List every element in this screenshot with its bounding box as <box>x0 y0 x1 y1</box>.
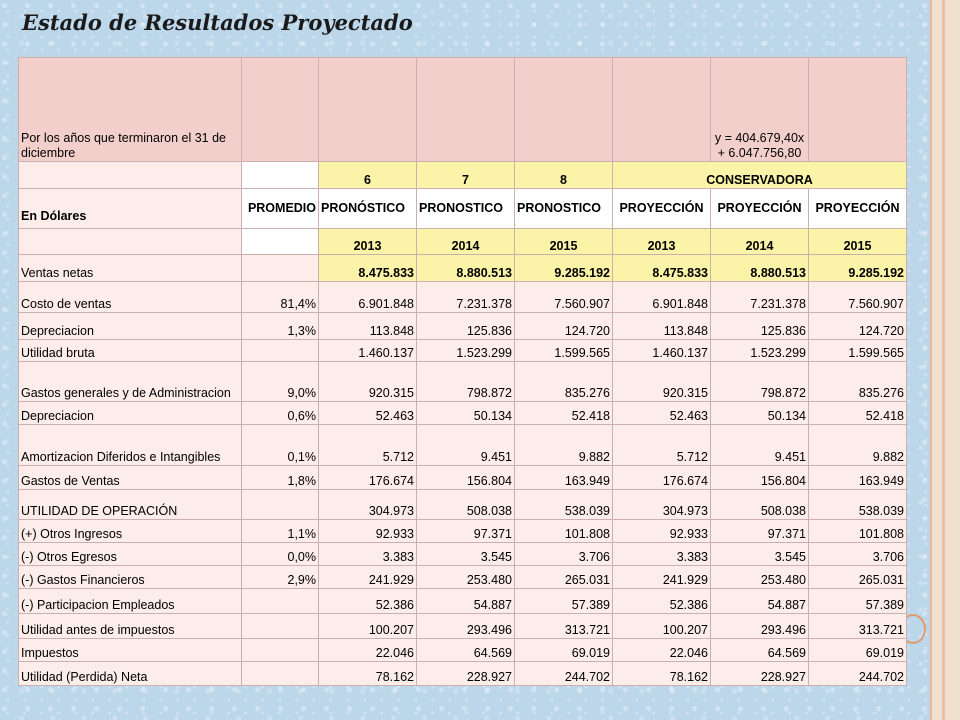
row-value: 124.720 <box>515 313 613 340</box>
row-value: 9.451 <box>711 425 809 466</box>
row-percent <box>242 255 319 282</box>
period-label: Por los años que terminaron el 31 de diciembre <box>19 58 242 162</box>
table-row <box>19 490 907 520</box>
year-label: 2014 <box>417 229 515 255</box>
row-value: 1.523.299 <box>711 340 809 362</box>
row-value: 57.389 <box>809 589 907 614</box>
table-row <box>19 425 907 466</box>
empty-cell <box>809 58 907 162</box>
method-label: PROYECCIÓN <box>809 189 907 229</box>
row-value: 304.973 <box>613 490 711 520</box>
row-value: 6.901.848 <box>613 282 711 313</box>
row-value: 304.973 <box>319 490 417 520</box>
row-label: (-) Gastos Financieros <box>19 566 242 589</box>
header-row-years <box>19 229 907 255</box>
row-label: Utilidad (Perdida) Neta <box>19 662 242 686</box>
row-percent <box>242 614 319 639</box>
row-value: 228.927 <box>417 662 515 686</box>
table-row <box>19 520 907 543</box>
row-value: 100.207 <box>319 614 417 639</box>
method-label: PROYECCIÓN <box>613 189 711 229</box>
row-value: 798.872 <box>711 362 809 402</box>
year-label: 2013 <box>319 229 417 255</box>
row-value: 241.929 <box>319 566 417 589</box>
row-value: 293.496 <box>711 614 809 639</box>
row-value: 244.702 <box>809 662 907 686</box>
row-value: 9.285.192 <box>515 255 613 282</box>
row-value: 54.887 <box>417 589 515 614</box>
row-value: 8.475.833 <box>613 255 711 282</box>
row-value: 9.882 <box>809 425 907 466</box>
row-value: 293.496 <box>417 614 515 639</box>
table-row <box>19 255 907 282</box>
row-value: 101.808 <box>809 520 907 543</box>
row-value: 163.949 <box>515 466 613 490</box>
row-value: 313.721 <box>515 614 613 639</box>
row-value: 9.882 <box>515 425 613 466</box>
row-value: 50.134 <box>711 402 809 425</box>
row-value: 9.285.192 <box>809 255 907 282</box>
currency-label: En Dólares <box>19 189 242 229</box>
row-value: 1.599.565 <box>809 340 907 362</box>
row-value: 9.451 <box>417 425 515 466</box>
year-label: 2015 <box>809 229 907 255</box>
row-value: 113.848 <box>613 313 711 340</box>
row-percent: 81,4% <box>242 282 319 313</box>
row-value: 101.808 <box>515 520 613 543</box>
row-label: Impuestos <box>19 639 242 662</box>
row-value: 100.207 <box>613 614 711 639</box>
row-value: 78.162 <box>613 662 711 686</box>
row-value: 538.039 <box>809 490 907 520</box>
row-percent <box>242 639 319 662</box>
method-label: PROMEDIO <box>242 189 319 229</box>
row-value: 97.371 <box>417 520 515 543</box>
trend-equation: y = 404.679,40x + 6.047.756,80 <box>711 58 809 162</box>
row-value: 163.949 <box>809 466 907 490</box>
row-value: 253.480 <box>711 566 809 589</box>
method-label: PRONOSTICO <box>515 189 613 229</box>
row-value: 69.019 <box>809 639 907 662</box>
row-value: 798.872 <box>417 362 515 402</box>
row-value: 156.804 <box>417 466 515 490</box>
row-value: 124.720 <box>809 313 907 340</box>
row-percent: 2,9% <box>242 566 319 589</box>
header-row-period <box>19 58 907 162</box>
row-value: 5.712 <box>613 425 711 466</box>
index-number: 7 <box>417 162 515 189</box>
row-percent <box>242 340 319 362</box>
row-value: 835.276 <box>515 362 613 402</box>
row-label: UTILIDAD DE OPERACIÓN <box>19 490 242 520</box>
row-percent: 0,6% <box>242 402 319 425</box>
row-value: 97.371 <box>711 520 809 543</box>
year-label: 2013 <box>613 229 711 255</box>
empty-cell <box>19 229 242 255</box>
row-value: 69.019 <box>515 639 613 662</box>
row-value: 241.929 <box>613 566 711 589</box>
row-value: 7.231.378 <box>417 282 515 313</box>
table-row <box>19 282 907 313</box>
row-percent: 9,0% <box>242 362 319 402</box>
row-value: 52.463 <box>613 402 711 425</box>
row-value: 3.545 <box>417 543 515 566</box>
row-value: 1.523.299 <box>417 340 515 362</box>
row-value: 1.460.137 <box>613 340 711 362</box>
table-row <box>19 362 907 402</box>
row-value: 52.386 <box>319 589 417 614</box>
row-percent: 1,8% <box>242 466 319 490</box>
row-value: 125.836 <box>417 313 515 340</box>
row-value: 92.933 <box>319 520 417 543</box>
empty-cell <box>242 229 319 255</box>
row-label: Costo de ventas <box>19 282 242 313</box>
row-label: Utilidad bruta <box>19 340 242 362</box>
row-value: 64.569 <box>711 639 809 662</box>
row-value: 253.480 <box>417 566 515 589</box>
row-value: 52.418 <box>515 402 613 425</box>
row-label: Ventas netas <box>19 255 242 282</box>
empty-cell <box>319 58 417 162</box>
row-value: 1.599.565 <box>515 340 613 362</box>
row-percent: 1,1% <box>242 520 319 543</box>
header-row-index <box>19 162 907 189</box>
row-value: 8.880.513 <box>711 255 809 282</box>
row-value: 57.389 <box>515 589 613 614</box>
row-value: 3.545 <box>711 543 809 566</box>
row-percent: 0,0% <box>242 543 319 566</box>
row-value: 8.475.833 <box>319 255 417 282</box>
table-row <box>19 662 907 686</box>
row-value: 538.039 <box>515 490 613 520</box>
row-value: 176.674 <box>613 466 711 490</box>
row-percent <box>242 589 319 614</box>
table-row <box>19 566 907 589</box>
row-value: 125.836 <box>711 313 809 340</box>
row-label: Gastos de Ventas <box>19 466 242 490</box>
right-decorative-band <box>930 0 960 720</box>
empty-cell <box>417 58 515 162</box>
row-percent: 0,1% <box>242 425 319 466</box>
table-row <box>19 543 907 566</box>
row-value: 508.038 <box>711 490 809 520</box>
header-row-methods <box>19 189 907 229</box>
table-row <box>19 614 907 639</box>
row-value: 156.804 <box>711 466 809 490</box>
row-value: 50.134 <box>417 402 515 425</box>
row-label: Depreciacion <box>19 402 242 425</box>
scenario-label: CONSERVADORA <box>613 162 907 189</box>
row-value: 313.721 <box>809 614 907 639</box>
table-row <box>19 402 907 425</box>
method-label: PRONOSTICO <box>417 189 515 229</box>
row-value: 176.674 <box>319 466 417 490</box>
row-value: 835.276 <box>809 362 907 402</box>
row-value: 52.386 <box>613 589 711 614</box>
row-value: 920.315 <box>613 362 711 402</box>
row-value: 22.046 <box>613 639 711 662</box>
row-value: 52.463 <box>319 402 417 425</box>
row-value: 3.706 <box>515 543 613 566</box>
empty-cell <box>613 58 711 162</box>
table-row <box>19 313 907 340</box>
empty-cell <box>242 58 319 162</box>
row-value: 1.460.137 <box>319 340 417 362</box>
row-label: Gastos generales y de Administracion <box>19 362 242 402</box>
income-statement-table <box>18 57 907 686</box>
row-label: (-) Otros Egresos <box>19 543 242 566</box>
index-number: 6 <box>319 162 417 189</box>
row-label: Depreciacion <box>19 313 242 340</box>
empty-cell <box>515 58 613 162</box>
index-number: 8 <box>515 162 613 189</box>
row-value: 8.880.513 <box>417 255 515 282</box>
year-label: 2014 <box>711 229 809 255</box>
table-row <box>19 466 907 490</box>
row-label: (-) Participacion Empleados <box>19 589 242 614</box>
empty-cell <box>242 162 319 189</box>
row-value: 3.383 <box>613 543 711 566</box>
page-title: Estado de Resultados Proyectado <box>22 10 413 35</box>
statement-body <box>19 255 907 686</box>
row-value: 508.038 <box>417 490 515 520</box>
row-value: 52.418 <box>809 402 907 425</box>
row-value: 22.046 <box>319 639 417 662</box>
row-value: 265.031 <box>515 566 613 589</box>
empty-cell <box>19 162 242 189</box>
row-value: 5.712 <box>319 425 417 466</box>
row-value: 7.560.907 <box>515 282 613 313</box>
row-value: 64.569 <box>417 639 515 662</box>
row-value: 920.315 <box>319 362 417 402</box>
method-label: PRONÓSTICO <box>319 189 417 229</box>
row-label: (+) Otros Ingresos <box>19 520 242 543</box>
year-label: 2015 <box>515 229 613 255</box>
row-value: 3.706 <box>809 543 907 566</box>
row-value: 7.560.907 <box>809 282 907 313</box>
row-value: 265.031 <box>809 566 907 589</box>
method-label: PROYECCIÓN <box>711 189 809 229</box>
row-percent: 1,3% <box>242 313 319 340</box>
row-value: 228.927 <box>711 662 809 686</box>
row-value: 6.901.848 <box>319 282 417 313</box>
table-row <box>19 340 907 362</box>
row-value: 3.383 <box>319 543 417 566</box>
row-value: 78.162 <box>319 662 417 686</box>
row-value: 113.848 <box>319 313 417 340</box>
row-label: Amortizacion Diferidos e Intangibles <box>19 425 242 466</box>
table-row <box>19 589 907 614</box>
row-value: 244.702 <box>515 662 613 686</box>
row-value: 54.887 <box>711 589 809 614</box>
row-value: 92.933 <box>613 520 711 543</box>
table-row <box>19 639 907 662</box>
row-percent <box>242 662 319 686</box>
row-percent <box>242 490 319 520</box>
row-value: 7.231.378 <box>711 282 809 313</box>
row-label: Utilidad antes de impuestos <box>19 614 242 639</box>
